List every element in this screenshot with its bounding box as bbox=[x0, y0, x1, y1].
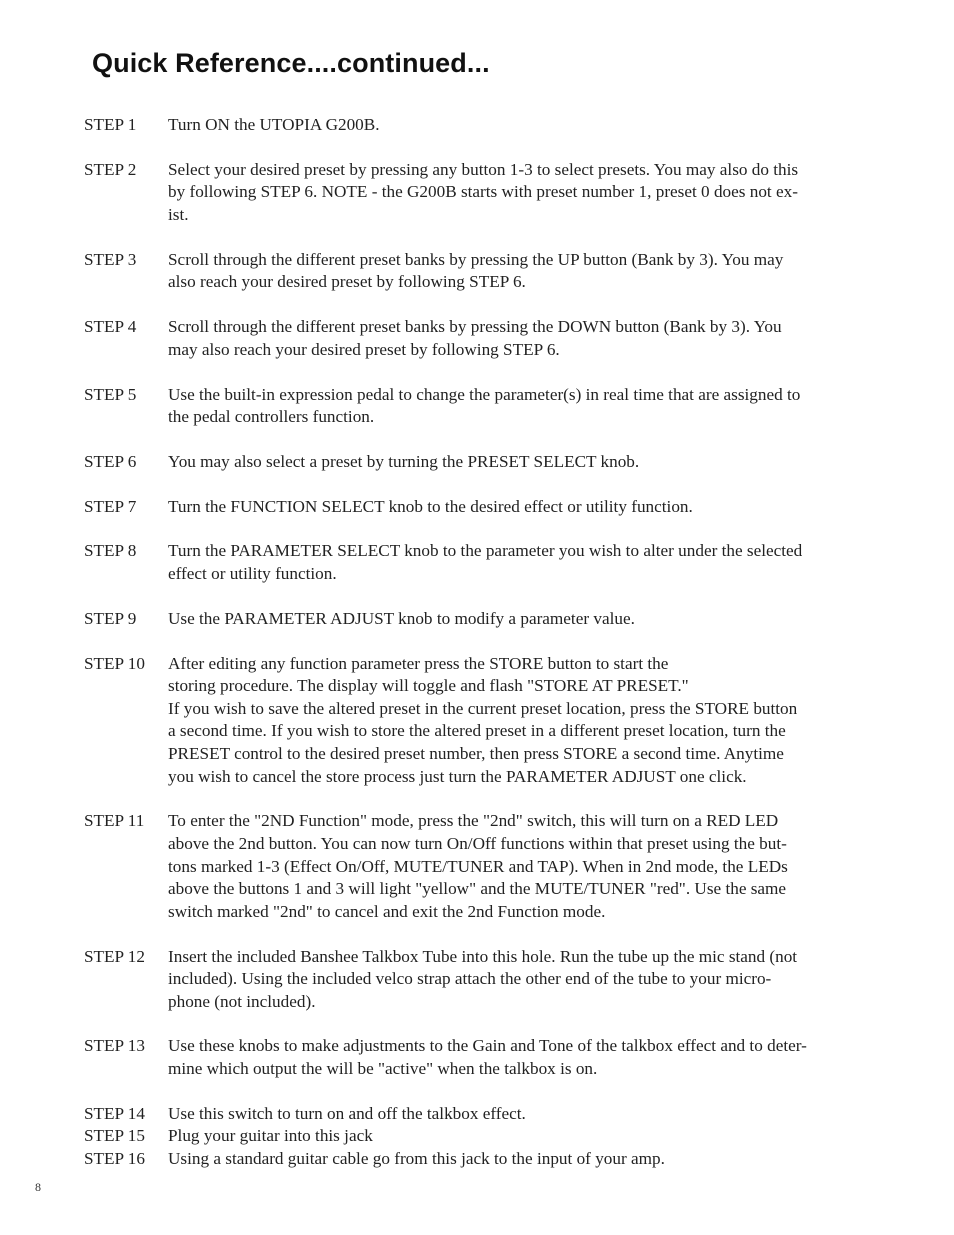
step-label: STEP 11 bbox=[84, 811, 145, 831]
step-text-line: Use the PARAMETER ADJUST knob to modify a parameter value. bbox=[168, 608, 635, 628]
step-item bbox=[84, 496, 884, 519]
step-item bbox=[84, 249, 884, 294]
step-text-line: PRESET control to the desired preset number, then press STORE a second time. Anytime bbox=[168, 743, 784, 763]
step-text-line: Insert the included Banshee Talkbox Tube into this hole. Run the tube up the mic stand (not bbox=[168, 946, 798, 966]
step-item bbox=[84, 946, 884, 1014]
step-text-line: by following STEP 6. NOTE - the G200B starts with preset number 1, preset 0 does not ex- bbox=[168, 182, 798, 202]
step-item bbox=[84, 451, 884, 474]
step-text bbox=[168, 810, 868, 923]
step-text bbox=[168, 159, 868, 227]
step-label: STEP 2 bbox=[84, 159, 137, 179]
step-text-line: Use this switch to turn on and off the talkbox effect. bbox=[168, 1103, 526, 1123]
step-text-line: you wish to cancel the store process just turn the PARAMETER ADJUST one click. bbox=[168, 766, 747, 786]
step-text bbox=[168, 496, 868, 519]
step-text-line: included). Using the included velco strap attach the other end of the tube to your micro- bbox=[168, 969, 772, 989]
step-text-line: Using a standard guitar cable go from this jack to the input of your amp. bbox=[168, 1149, 665, 1169]
step-item bbox=[84, 384, 884, 429]
step-label: STEP 15 bbox=[84, 1126, 145, 1146]
step-text-line: You may also select a preset by turning the PRESET SELECT knob. bbox=[168, 451, 640, 471]
step-item bbox=[84, 316, 884, 361]
step-label: STEP 3 bbox=[84, 249, 137, 269]
step-text bbox=[168, 249, 868, 294]
step-text-line: phone (not included). bbox=[168, 991, 316, 1011]
step-text-line: a second time. If you wish to store the altered preset in a different preset location, turn the bbox=[168, 721, 786, 741]
step-item bbox=[84, 1103, 884, 1126]
step-item bbox=[84, 1035, 884, 1080]
step-label: STEP 10 bbox=[84, 653, 145, 673]
step-item bbox=[84, 653, 884, 789]
step-text bbox=[168, 653, 868, 789]
step-label: STEP 13 bbox=[84, 1036, 145, 1056]
step-text-line: the pedal controllers function. bbox=[168, 407, 375, 427]
step-text bbox=[168, 1148, 868, 1171]
step-label: STEP 5 bbox=[84, 384, 137, 404]
step-text-line: Turn ON the UTOPIA G200B. bbox=[168, 115, 380, 134]
step-text-line: above the 2nd button. You can now turn On/Off functions within that preset using the but- bbox=[168, 833, 787, 853]
step-text-line: Turn the FUNCTION SELECT knob to the desired effect or utility function. bbox=[168, 496, 693, 516]
step-item bbox=[84, 608, 884, 631]
step-item bbox=[84, 114, 884, 137]
step-text bbox=[168, 1103, 868, 1126]
step-text-line: Plug your guitar into this jack bbox=[168, 1126, 373, 1146]
step-item bbox=[84, 1125, 884, 1148]
step-text-line: switch marked "2nd" to cancel and exit the 2nd Function mode. bbox=[168, 901, 606, 921]
step-label: STEP 14 bbox=[84, 1103, 145, 1123]
step-text-line: Scroll through the different preset banks by pressing the DOWN button (Bank by 3). You bbox=[168, 317, 782, 337]
step-label: STEP 7 bbox=[84, 496, 137, 516]
step-text-line: mine which output the will be "active" when the talkbox is on. bbox=[168, 1059, 598, 1079]
step-label: STEP 12 bbox=[84, 946, 145, 966]
page-title: Quick Reference....continued... bbox=[92, 48, 490, 78]
step-label: STEP 6 bbox=[84, 451, 137, 471]
step-text bbox=[168, 946, 868, 1014]
step-label: STEP 4 bbox=[84, 317, 137, 337]
step-text bbox=[168, 316, 868, 361]
step-text-line: Use these knobs to make adjustments to the Gain and Tone of the talkbox effect and to deter- bbox=[168, 1036, 807, 1056]
step-text-line: effect or utility function. bbox=[168, 564, 337, 584]
step-item bbox=[84, 540, 884, 585]
step-item bbox=[84, 810, 884, 923]
step-label: STEP 9 bbox=[84, 608, 137, 628]
step-text bbox=[168, 540, 868, 585]
step-text-line: Select your desired preset by pressing any button 1-3 to select presets. You may also do this bbox=[168, 159, 799, 179]
step-item bbox=[84, 159, 884, 227]
step-text-line: Turn the PARAMETER SELECT knob to the parameter you wish to alter under the selected bbox=[168, 541, 803, 561]
step-list bbox=[84, 114, 884, 1171]
step-text-line: ist. bbox=[168, 204, 189, 224]
step-text bbox=[168, 114, 868, 137]
step-text-line: To enter the "2ND Function" mode, press the "2nd" switch, this will turn on a RED LED bbox=[168, 811, 779, 831]
step-text bbox=[168, 1125, 868, 1148]
page-number: 8 bbox=[35, 1180, 41, 1194]
step-text-line: may also reach your desired preset by following STEP 6. bbox=[168, 339, 560, 359]
step-text-line: If you wish to save the altered preset in the current preset location, press the STORE button bbox=[168, 698, 798, 718]
step-label: STEP 8 bbox=[84, 541, 137, 561]
step-text bbox=[168, 608, 868, 631]
step-text-line: Scroll through the different preset banks by pressing the UP button (Bank by 3). You may bbox=[168, 249, 784, 269]
step-text-line: also reach your desired preset by following STEP 6. bbox=[168, 272, 526, 292]
step-item bbox=[84, 1148, 884, 1171]
step-label: STEP 1 bbox=[84, 115, 137, 134]
step-text bbox=[168, 384, 868, 429]
step-text-line: storing procedure. The display will toggle and flash "STORE AT PRESET." bbox=[168, 676, 689, 696]
step-text bbox=[168, 451, 868, 474]
step-text-line: After editing any function parameter press the STORE button to start the bbox=[168, 653, 669, 673]
step-text bbox=[168, 1035, 868, 1080]
step-label: STEP 16 bbox=[84, 1149, 145, 1169]
step-text-line: above the buttons 1 and 3 will light "yellow" and the MUTE/TUNER "red". Use the same bbox=[168, 879, 787, 899]
step-text-line: tons marked 1-3 (Effect On/Off, MUTE/TUNER and TAP). When in 2nd mode, the LEDs bbox=[168, 856, 788, 876]
step-text-line: Use the built-in expression pedal to change the parameter(s) in real time that are assigned to bbox=[168, 384, 801, 404]
